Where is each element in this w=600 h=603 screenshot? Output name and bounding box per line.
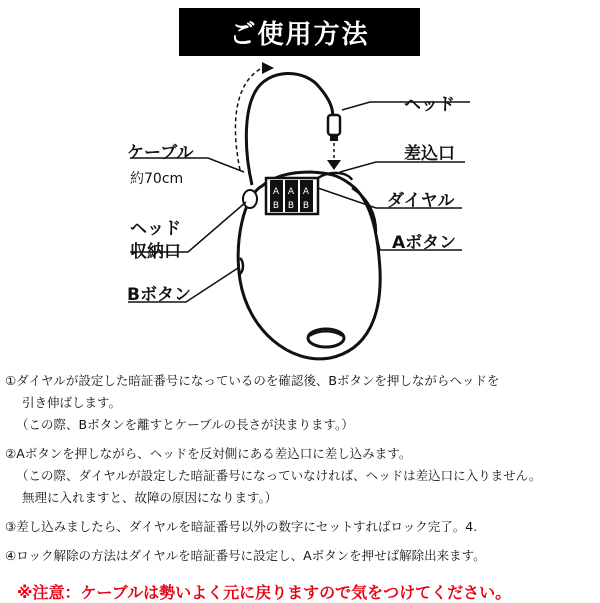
label-head-storage-1: ヘッド <box>130 219 181 239</box>
label-a-button: Aボタン <box>392 233 457 253</box>
label-b-button: Bボタン <box>127 285 191 305</box>
step1-line1: ①ダイヤルが設定した暗証番号になっているのを確認後、Bボタンを押しながらヘッドを <box>5 373 500 388</box>
lock-diagram <box>0 60 600 365</box>
step4: ④ロック解除の方法はダイヤルを暗証番号に設定し、Aボタンを押せば解除出来ます。 <box>5 548 486 563</box>
head-storage <box>243 190 257 208</box>
instructions <box>5 370 595 567</box>
label-slot: 差込口 <box>404 144 455 164</box>
head-connector <box>328 115 340 135</box>
label-dial: ダイヤル <box>387 191 455 211</box>
svg-text:A: A <box>302 187 310 197</box>
step2-line1: ②Aボタンを押しながら、ヘッドを反対側にある差込口に差し込みます。 <box>5 446 412 461</box>
label-head-storage-2: 収納口 <box>130 242 181 262</box>
step1-line2: 引き伸ばします。 <box>22 395 122 410</box>
label-cable: ケーブル <box>127 143 194 163</box>
title-bar <box>179 8 420 56</box>
svg-text:B: B <box>287 201 295 211</box>
svg-text:A: A <box>272 187 280 197</box>
cable <box>246 73 333 185</box>
step1-note: （この際、Bボタンを離すとケーブルの長さが決まります。） <box>16 417 354 432</box>
svg-text:B: B <box>272 201 280 211</box>
step2-note2: 無理に入れますと、故障の原因になります。） <box>22 490 278 505</box>
label-cable-length: 約70cm <box>130 171 184 187</box>
pull-arrow-head <box>262 62 274 74</box>
step3: ③差し込みましたら、ダイヤルを暗証番号以外の数字にセットすればロック完了。4. <box>5 519 478 534</box>
svg-text:B: B <box>302 201 310 211</box>
page-title: ご使用方法 <box>229 19 370 50</box>
insert-arrow-head <box>327 160 341 170</box>
warning-text: ※注意：ケーブルは勢いよく元に戻りますので気をつけてください。 <box>17 583 512 602</box>
svg-text:A: A <box>287 187 295 197</box>
label-head: ヘッド <box>404 95 455 115</box>
step2-note1: （この際、ダイヤルが設定した暗証番号になっていなければ、ヘッドは差込口に入りません。 <box>16 468 542 483</box>
